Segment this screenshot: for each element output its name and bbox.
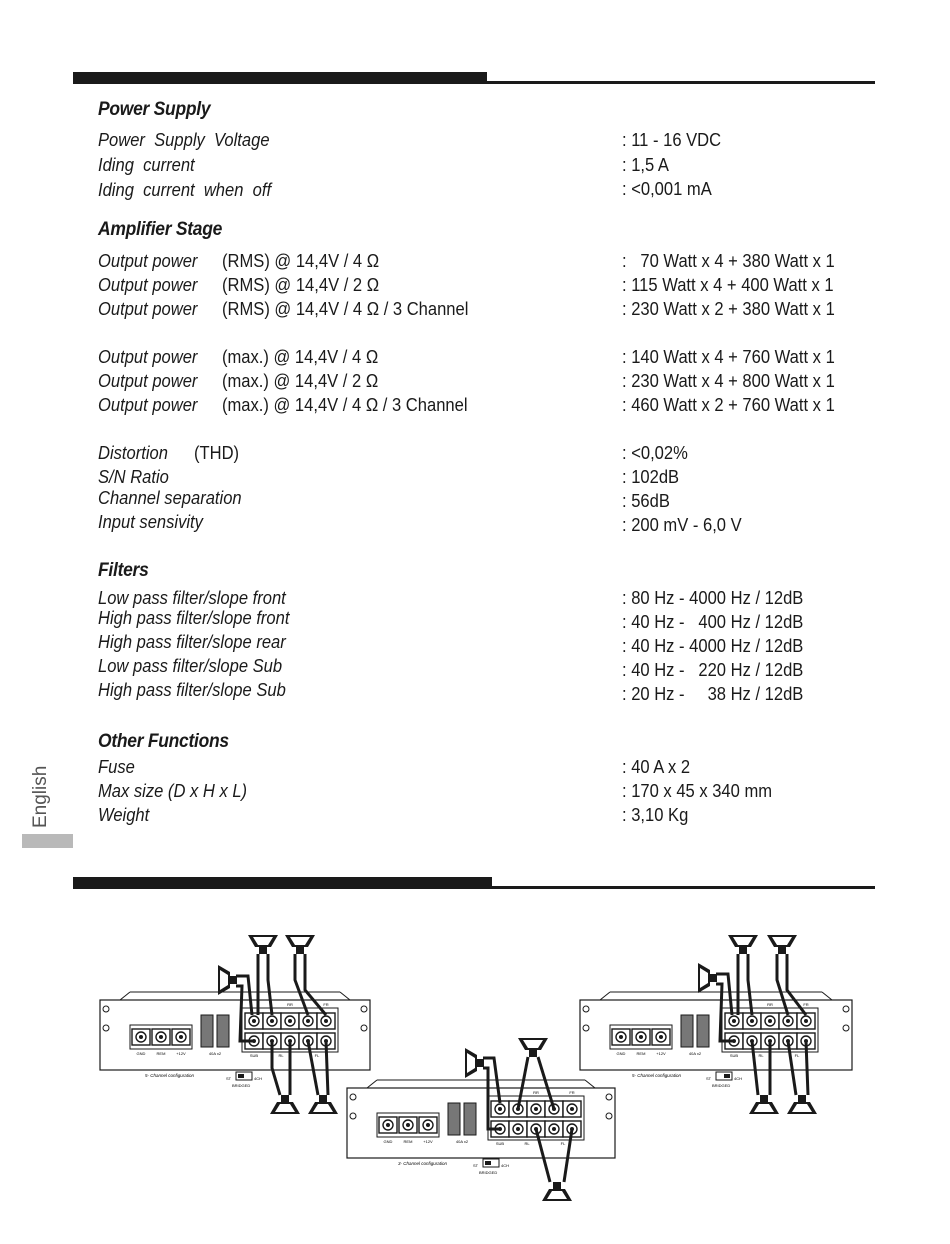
spec-label: Fuse bbox=[98, 757, 135, 777]
speaker-icon bbox=[270, 1095, 300, 1114]
terminal-label-12v: +12V bbox=[176, 1051, 186, 1056]
output-label-rr: RR bbox=[287, 1002, 293, 1007]
spec-value: : 40 Hz - 4000 Hz / 12dB bbox=[622, 636, 804, 656]
spec-condition: (RMS) @ 14,4V / 4 Ω bbox=[222, 251, 380, 271]
output-label-sub: SUB bbox=[249, 1053, 259, 1058]
spec-value: : 3,10 Kg bbox=[622, 805, 689, 825]
spec-value: : 40 A x 2 bbox=[622, 757, 691, 777]
spec-condition: (THD) bbox=[194, 443, 240, 463]
speaker-icon bbox=[749, 1095, 779, 1114]
section-title-amplifier-stage: Amplifier Stage bbox=[98, 219, 223, 240]
speaker-icon bbox=[218, 965, 237, 995]
spec-value: : 102dB bbox=[622, 467, 680, 487]
speaker-icon bbox=[518, 1038, 548, 1057]
speaker-icon bbox=[308, 1095, 338, 1114]
output-label-sub: SUB bbox=[729, 1053, 739, 1058]
switch-label-bridged: BRIDGED bbox=[479, 1170, 498, 1175]
spec-value: : 70 Watt x 4 + 380 Watt x 1 bbox=[622, 251, 835, 271]
spec-label: Iding current when off bbox=[98, 180, 272, 200]
output-label-fl: FL bbox=[794, 1053, 800, 1058]
spec-label: Channel separation bbox=[98, 488, 242, 508]
spec-condition: (max.) @ 14,4V / 4 Ω / 3 Channel bbox=[222, 395, 468, 415]
switch-label-st: ST bbox=[706, 1076, 712, 1081]
spec-label: Output power bbox=[98, 275, 198, 295]
caption-5ch-right: 5- Channel configuration bbox=[632, 1073, 682, 1078]
spec-label: Weight bbox=[98, 805, 150, 825]
spec-value: : 230 Watt x 2 + 380 Watt x 1 bbox=[622, 299, 835, 319]
spec-label: High pass filter/slope front bbox=[98, 608, 290, 628]
output-label-rl: RL bbox=[758, 1053, 764, 1058]
spec-condition: (max.) @ 14,4V / 4 Ω bbox=[222, 347, 379, 367]
switch-label-bridged: BRIDGED bbox=[232, 1083, 251, 1088]
spec-value: : 460 Watt x 2 + 760 Watt x 1 bbox=[622, 395, 835, 415]
terminal-label-gnd: GND bbox=[383, 1139, 393, 1144]
spec-value: : 115 Watt x 4 + 400 Watt x 1 bbox=[622, 275, 834, 295]
spec-value: : 140 Watt x 4 + 760 Watt x 1 bbox=[622, 347, 835, 367]
spec-value: : 56dB bbox=[622, 491, 670, 511]
spec-label: Max size (D x H x L) bbox=[98, 781, 248, 801]
speaker-icon bbox=[787, 1095, 817, 1114]
output-label-rr: RR bbox=[767, 1002, 773, 1007]
spec-label: Output power bbox=[98, 251, 198, 271]
spec-label: Output power bbox=[98, 371, 198, 391]
spec-label: S/N Ratio bbox=[98, 467, 169, 487]
output-label-sub: SUB bbox=[495, 1141, 505, 1146]
spec-value: : 1,5 A bbox=[622, 155, 669, 175]
terminal-label-12v: +12V bbox=[656, 1051, 666, 1056]
spec-condition: (max.) @ 14,4V / 2 Ω bbox=[222, 371, 379, 391]
fuse-label: 40A x2 bbox=[208, 1051, 222, 1056]
language-tab-label: English bbox=[30, 765, 51, 828]
speaker-icon bbox=[248, 935, 278, 954]
switch-label-st: ST bbox=[473, 1163, 479, 1168]
spec-value: : 20 Hz - 38 Hz / 12dB bbox=[622, 684, 804, 704]
spec-value: : 40 Hz - 400 Hz / 12dB bbox=[622, 612, 804, 632]
language-tab-bar bbox=[22, 834, 73, 848]
speaker-icon bbox=[767, 935, 797, 954]
spec-label: Iding current bbox=[98, 155, 195, 175]
spec-value: : 80 Hz - 4000 Hz / 12dB bbox=[622, 588, 804, 608]
section-title-filters: Filters bbox=[98, 560, 149, 581]
output-label-fr: FR bbox=[323, 1002, 329, 1007]
terminal-label-rem: REM bbox=[403, 1139, 413, 1144]
output-label-fl: FL bbox=[314, 1053, 320, 1058]
speaker-icon bbox=[728, 935, 758, 954]
wiring-diagram bbox=[0, 900, 950, 1244]
caption-5ch-left: 5- Channel configuration bbox=[145, 1073, 195, 1078]
output-label-fl: FL bbox=[560, 1141, 566, 1146]
switch-label-4ch: 4CH bbox=[734, 1076, 743, 1081]
spec-value: : 40 Hz - 220 Hz / 12dB bbox=[622, 660, 804, 680]
output-label-fr: FR bbox=[803, 1002, 809, 1007]
section-title-power-supply: Power Supply bbox=[98, 99, 211, 120]
terminal-label-rem: REM bbox=[156, 1051, 166, 1056]
spec-label: Output power bbox=[98, 299, 198, 319]
spec-condition: (RMS) @ 14,4V / 2 Ω bbox=[222, 275, 380, 295]
switch-label-4ch: 4CH bbox=[254, 1076, 263, 1081]
section-title-other-functions: Other Functions bbox=[98, 731, 229, 752]
spec-label: Low pass filter/slope Sub bbox=[98, 656, 283, 676]
spec-value: : 200 mV - 6,0 V bbox=[622, 515, 742, 535]
output-label-rl: RL bbox=[278, 1053, 284, 1058]
fuse-label: 40A x2 bbox=[688, 1051, 702, 1056]
spec-label: Input sensivity bbox=[98, 512, 203, 532]
switch-label-bridged: BRIDGED bbox=[712, 1083, 731, 1088]
speaker-icon bbox=[285, 935, 315, 954]
spec-value: : <0,02% bbox=[622, 443, 688, 463]
spec-label: Low pass filter/slope front bbox=[98, 588, 286, 608]
speaker-icon bbox=[465, 1048, 484, 1078]
output-label-fr: FR bbox=[569, 1090, 575, 1095]
spec-label: Output power bbox=[98, 347, 198, 367]
section-rule bbox=[73, 877, 875, 889]
spec-value: : 170 x 45 x 340 mm bbox=[622, 781, 773, 801]
amp-left bbox=[100, 935, 370, 1114]
spec-value: : 230 Watt x 4 + 800 Watt x 1 bbox=[622, 371, 835, 391]
switch-label-st: ST bbox=[226, 1076, 232, 1081]
caption-3ch: 3- Channel configuration bbox=[398, 1161, 448, 1166]
terminal-label-12v: +12V bbox=[423, 1139, 433, 1144]
spec-label: Distortion bbox=[98, 443, 168, 463]
amp-right bbox=[580, 935, 852, 1114]
output-label-rr: RR bbox=[533, 1090, 539, 1095]
spec-label: Output power bbox=[98, 395, 198, 415]
header-rule bbox=[73, 72, 875, 84]
terminal-label-rem: REM bbox=[636, 1051, 646, 1056]
spec-value: : 11 - 16 VDC bbox=[622, 130, 722, 150]
spec-condition: (RMS) @ 14,4V / 4 Ω / 3 Channel bbox=[222, 299, 469, 319]
spec-label: High pass filter/slope Sub bbox=[98, 680, 286, 700]
spec-label: High pass filter/slope rear bbox=[98, 632, 286, 652]
speaker-icon bbox=[542, 1182, 572, 1201]
terminal-label-gnd: GND bbox=[136, 1051, 146, 1056]
spec-label: Power Supply Voltage bbox=[98, 130, 270, 150]
output-label-rl: RL bbox=[524, 1141, 530, 1146]
amp-center bbox=[347, 1038, 615, 1201]
switch-label-4ch: 4CH bbox=[501, 1163, 510, 1168]
spec-value: : <0,001 mA bbox=[622, 179, 712, 199]
speaker-icon bbox=[698, 963, 717, 993]
fuse-label: 40A x2 bbox=[455, 1139, 469, 1144]
terminal-label-gnd: GND bbox=[616, 1051, 626, 1056]
